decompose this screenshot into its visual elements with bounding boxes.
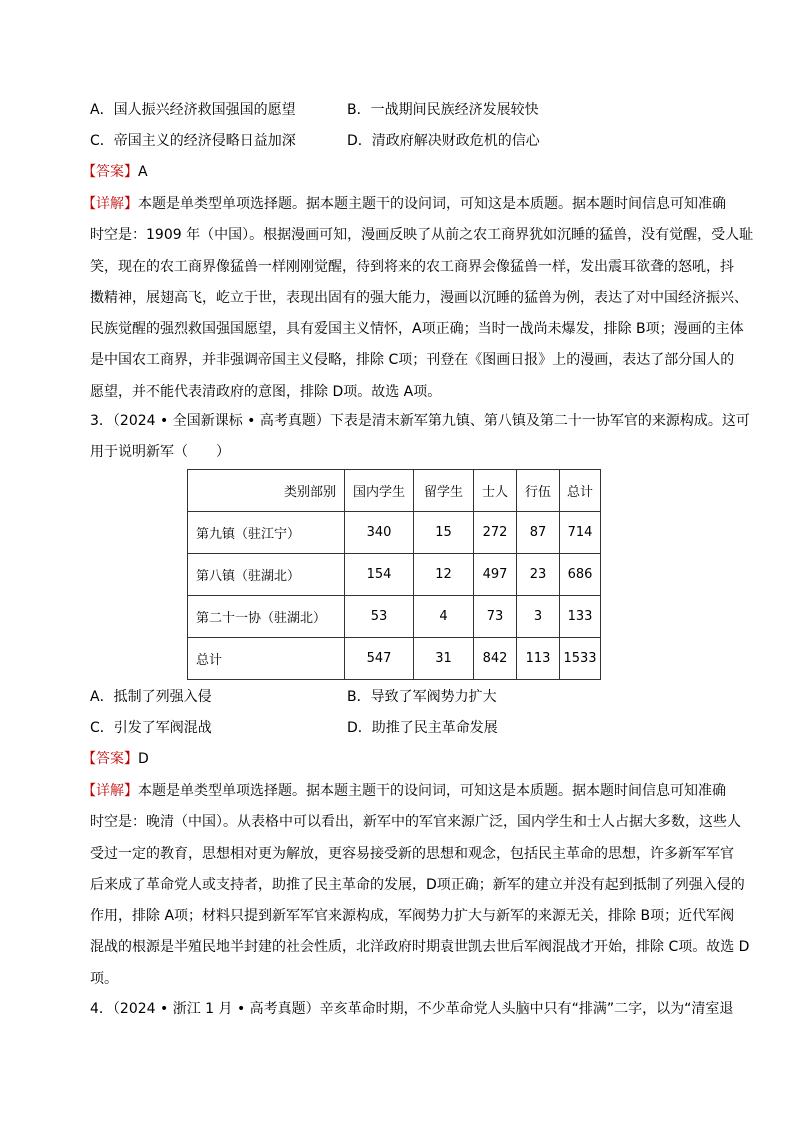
officer-source-table — [187, 469, 601, 680]
table-cell: 272 — [474, 512, 517, 554]
detail-line: 愿望，并不能代表清政府的意图，排除 D项。故选 A项。 — [90, 383, 442, 400]
table-cell: 总计 — [188, 638, 345, 680]
detail-label: 【详解】 — [82, 783, 138, 799]
table-cell: 133 — [560, 596, 601, 638]
q2-option-d[interactable]: D．清政府解决财政危机的信心 — [347, 133, 540, 149]
header-cell: 行伍 — [517, 470, 560, 512]
table-cell: 714 — [560, 512, 601, 554]
header-cell: 国内学生 — [345, 470, 414, 512]
table-row — [188, 554, 601, 596]
q3-stem-line1: 3．（2024 • 全国新课标 • 高考真题）下表是清末新军第九镇、第八镇及第二十一协军官的来源构成。这可 — [90, 413, 750, 429]
table-row — [188, 512, 601, 554]
header-cell: 类别部别 — [188, 470, 345, 512]
header-cell: 士人 — [474, 470, 517, 512]
q2-option-a[interactable]: A．国人振兴经济救国强国的愿望 — [90, 102, 296, 118]
detail-line: 作用，排除 A项；材料只提到新军军官来源构成，军阀势力扩大与新军的来源无关，排除 B项；近代军阀 — [90, 908, 735, 925]
detail-line: 是中国农工商界，并非强调帝国主义侵略，排除 C项；刊登在《图画日报》上的漫画，表达了部分国人的 — [90, 352, 735, 369]
table-cell: 53 — [345, 596, 414, 638]
table-cell: 154 — [345, 554, 414, 596]
answer-value: A — [138, 164, 148, 180]
answer-label: 【答案】 — [82, 751, 138, 767]
table-cell: 113 — [517, 638, 560, 680]
table-cell: 340 — [345, 512, 414, 554]
table-cell: 686 — [560, 554, 601, 596]
q4-stem-line1: 4．（2024 • 浙江 1 月 • 高考真题）辛亥革命时期，不少革命党人头脑中只有“排满”二字，以为“清室退 — [90, 1001, 734, 1017]
answer-value: D — [138, 751, 149, 767]
detail-line: 时空是：晚清（中国）。从表格中可以看出，新军中的军官来源广泛，国内学生和士人占据大多数，这些人 — [90, 814, 741, 831]
detail-line: 本题是单类型单项选择题。据本题主题干的设问词，可知这是本质题。据本题时间信息可知准确 — [138, 196, 726, 212]
q3-detail — [82, 776, 750, 995]
table-cell: 87 — [517, 512, 560, 554]
q2-detail — [82, 189, 754, 408]
table-row — [188, 638, 601, 680]
table-cell: 497 — [474, 554, 517, 596]
q3-option-d[interactable]: D．助推了民主革命发展 — [347, 720, 498, 736]
q2-option-c[interactable]: C．帝国主义的经济侵略日益加深 — [90, 133, 296, 149]
table-cell: 第八镇（驻湖北） — [188, 554, 345, 596]
q2-option-b[interactable]: B．一战期间民族经济发展较快 — [347, 102, 539, 118]
detail-line: 擞精神，展翅高飞，屹立于世，表现出固有的强大能力，漫画以沉睡的猛兽为例，表达了对中国经济振兴、 — [90, 289, 748, 306]
table-cell: 23 — [517, 554, 560, 596]
table-cell: 第九镇（驻江宁） — [188, 512, 345, 554]
table-cell: 第二十一协（驻湖北） — [188, 596, 345, 638]
table-cell: 12 — [414, 554, 474, 596]
table-cell: 842 — [474, 638, 517, 680]
table-cell: 31 — [414, 638, 474, 680]
q3-option-a[interactable]: A．抵制了列强入侵 — [90, 689, 212, 705]
q3-stem-line2: 用于说明新军（ ） — [90, 444, 230, 460]
detail-line: 受过一定的教育，思想相对更为解放，更容易接受新的思想和观念，包括民主革命的思想，许多新军军官 — [90, 845, 734, 862]
detail-line: 民族觉醒的强烈救国强国愿望，具有爱国主义情怀，A项正确；当时一战尚未爆发，排除 B项；漫画的主体 — [90, 321, 744, 338]
answer-label: 【答案】 — [82, 164, 138, 180]
detail-line: 后来成了革命党人或支持者，助推了民主革命的发展，D项正确；新军的建立并没有起到抵制了列强入侵的 — [90, 876, 745, 893]
table-header-row — [188, 470, 601, 512]
detail-label: 【详解】 — [82, 196, 138, 212]
header-cell: 留学生 — [414, 470, 474, 512]
q2-answer — [82, 161, 148, 183]
detail-line: 混战的根源是半殖民地半封建的社会性质，北洋政府时期袁世凯去世后军阀混战才开始，排除 C项。故选 D — [90, 939, 750, 956]
table-cell: 4 — [414, 596, 474, 638]
detail-line: 时空是：1909 年（中国）。根据漫画可知，漫画反映了从前之农工商界犹如沉睡的猛兽，没有觉醒，受人耻 — [90, 227, 754, 244]
table-row — [188, 596, 601, 638]
table-cell: 73 — [474, 596, 517, 638]
table-cell: 15 — [414, 512, 474, 554]
q3-option-b[interactable]: B．导致了军阀势力扩大 — [347, 689, 497, 705]
q3-option-c[interactable]: C．引发了军阀混战 — [90, 720, 212, 736]
detail-line: 项。 — [90, 970, 118, 987]
table-cell: 3 — [517, 596, 560, 638]
detail-line: 笑，现在的农工商界像猛兽一样刚刚觉醒，待到将来的农工商界会像猛兽一样，发出震耳欲聋的怒吼，抖 — [90, 258, 734, 275]
header-cell: 总计 — [560, 470, 601, 512]
table-cell: 1533 — [560, 638, 601, 680]
detail-line: 本题是单类型单项选择题。据本题主题干的设问词，可知这是本质题。据本题时间信息可知准确 — [138, 783, 726, 799]
table-cell: 547 — [345, 638, 414, 680]
q3-answer — [82, 748, 149, 770]
